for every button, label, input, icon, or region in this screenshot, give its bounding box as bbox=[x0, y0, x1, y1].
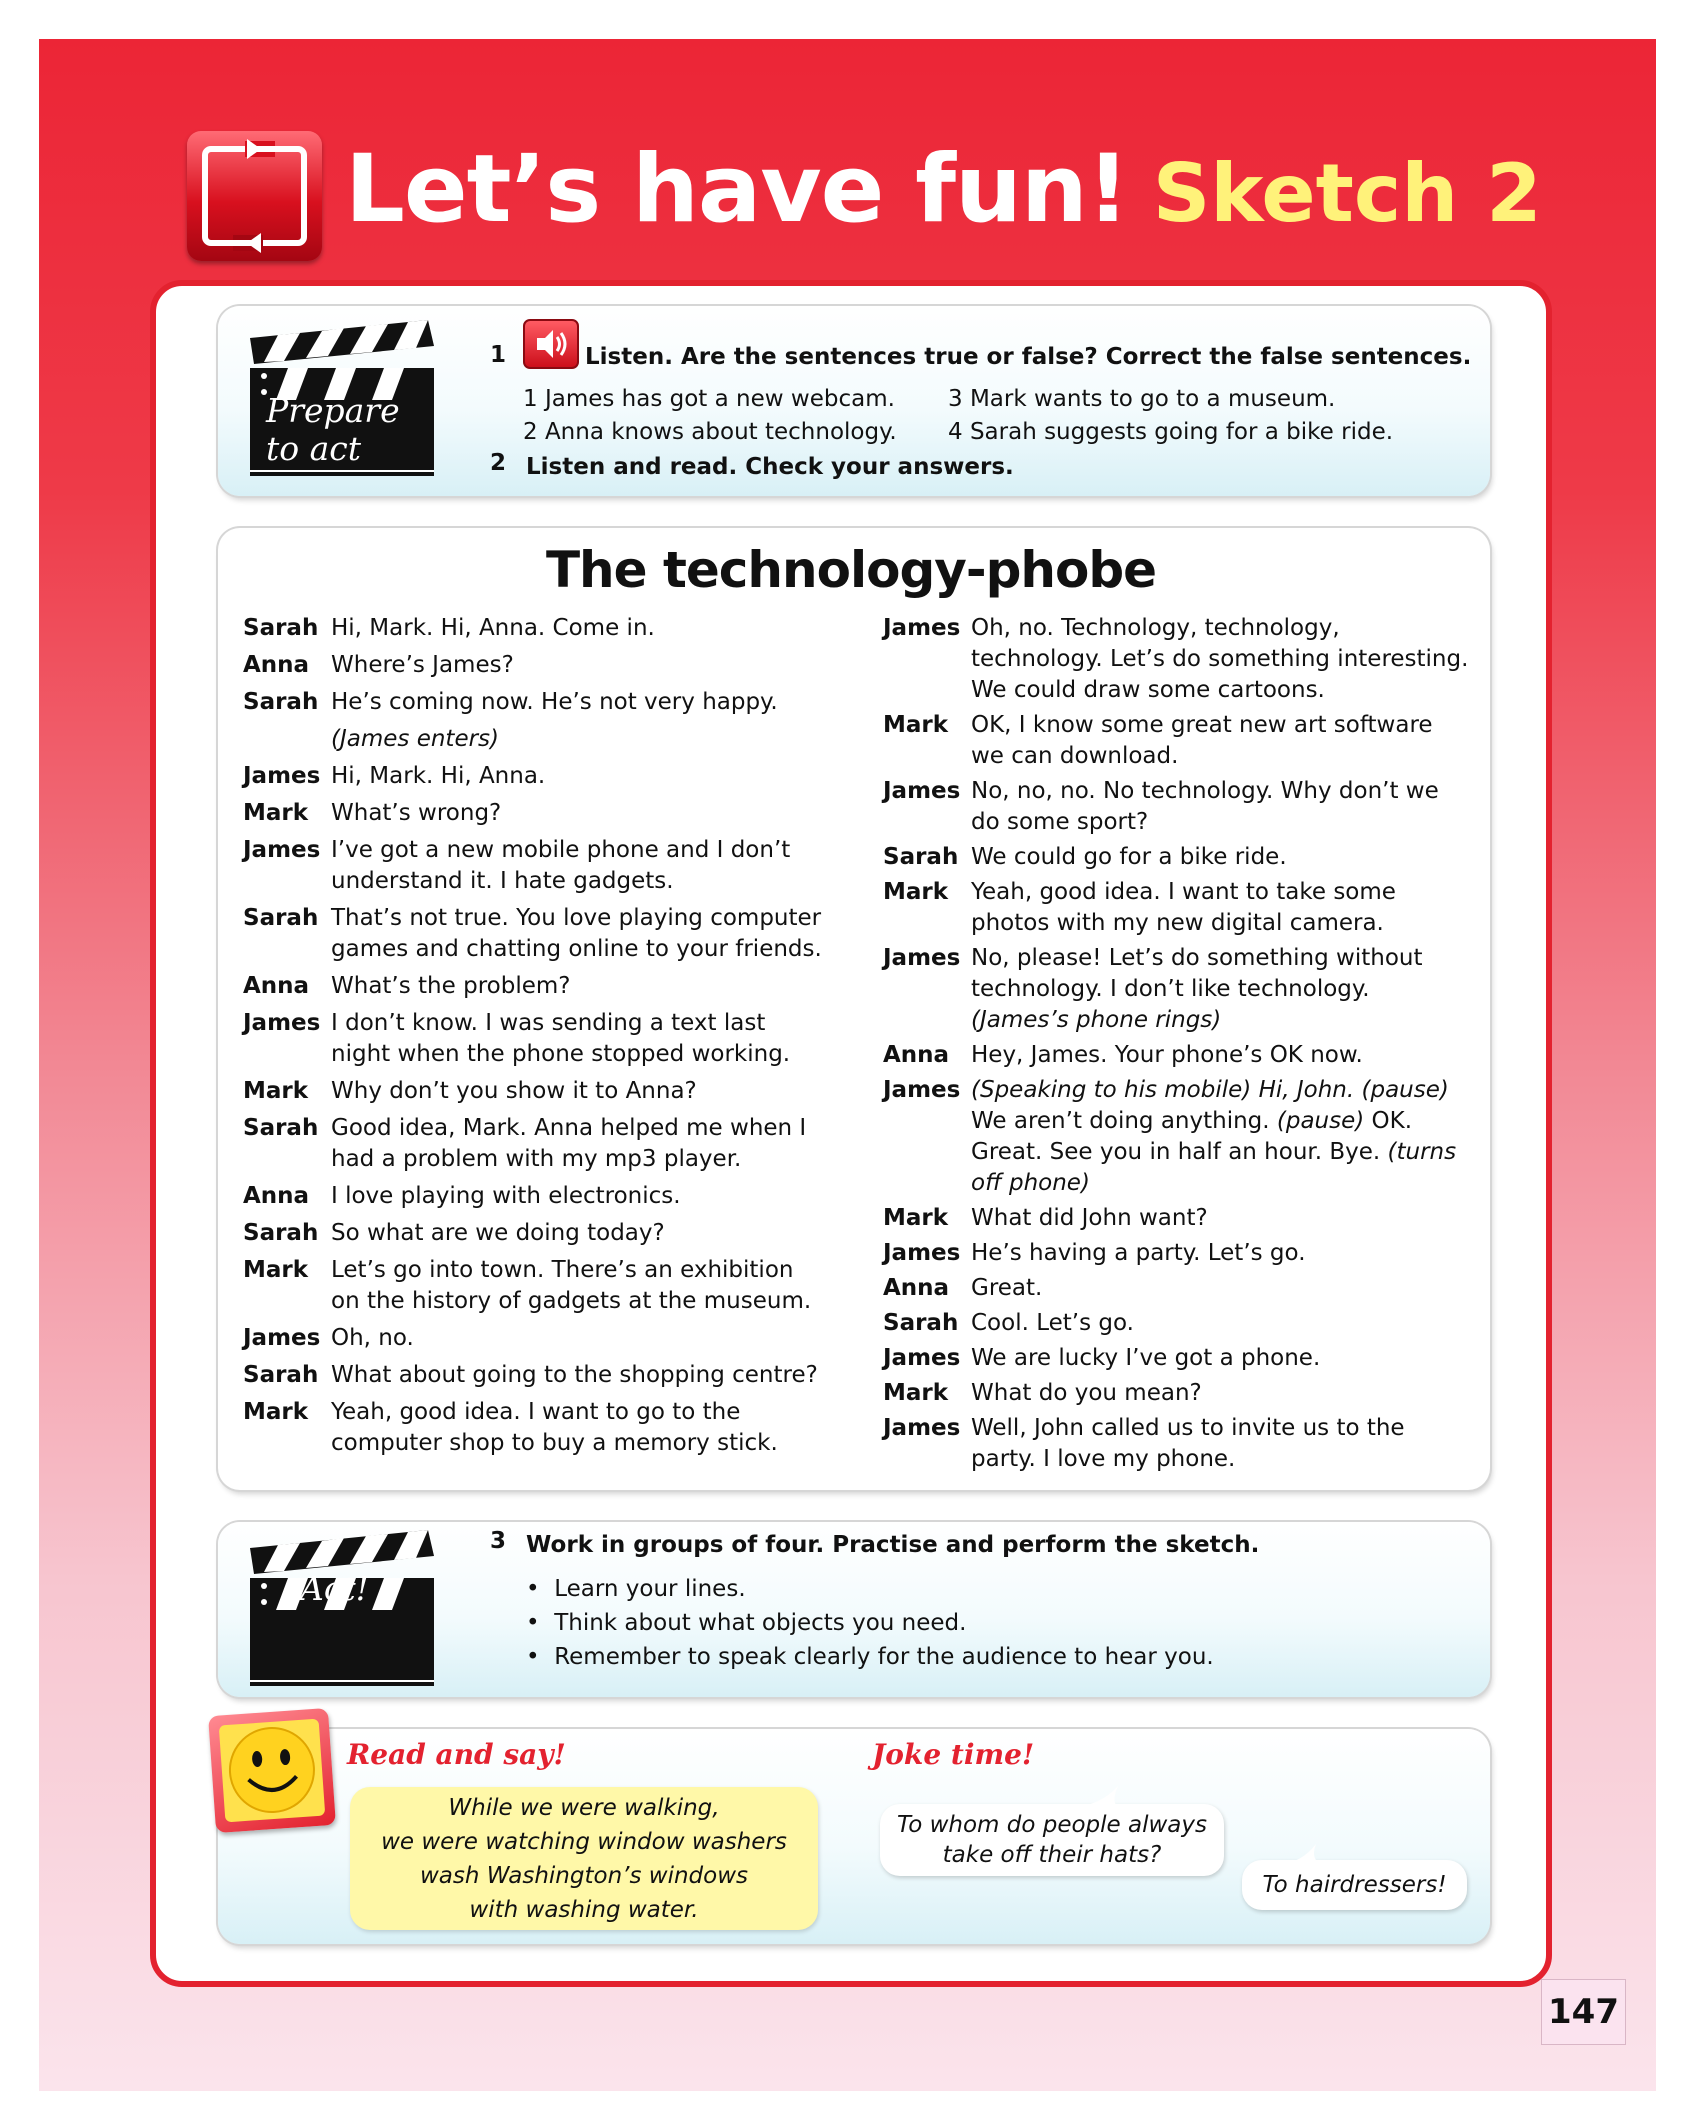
dialogue-text: (James’s phone rings) bbox=[971, 1007, 1222, 1033]
dialogue-text: Why don’t you show it to Anna? bbox=[331, 1078, 697, 1104]
speaker-name: James bbox=[243, 763, 321, 789]
speaker-name: Anna bbox=[243, 1183, 310, 1209]
clap-label-act: Act! bbox=[300, 1569, 369, 1608]
speaker-name: Mark bbox=[243, 1399, 309, 1425]
speaker-name: Sarah bbox=[883, 844, 959, 870]
bullet-3: • Remember to speak clearly for the audience to hear you. bbox=[526, 1644, 1214, 1670]
speaker-name: Mark bbox=[243, 800, 309, 826]
dialogue-text: (Speaking to his mobile) Hi, John. (pause) bbox=[971, 1077, 1449, 1103]
dialogue-text: He’s having a party. Let’s go. bbox=[971, 1240, 1306, 1266]
speaker-name: James bbox=[243, 1325, 321, 1351]
play-title: The technology-phobe bbox=[545, 541, 1157, 599]
speaker-name: Mark bbox=[243, 1078, 309, 1104]
speaker-name: Mark bbox=[883, 879, 949, 905]
speaker-name: Mark bbox=[883, 1380, 949, 1406]
bullet-1: • Learn your lines. bbox=[526, 1576, 746, 1602]
dialogue-text: technology. Let’s do something interesting. bbox=[971, 646, 1469, 672]
dialogue-text: do some sport? bbox=[971, 809, 1149, 835]
dialogue-text: Cool. Let’s go. bbox=[971, 1310, 1134, 1336]
speaker-name: James bbox=[883, 778, 961, 804]
clapperboard-icon bbox=[248, 1526, 438, 1686]
dialogue-text: I love playing with electronics. bbox=[331, 1183, 681, 1209]
dialogue-text: technology. I don’t like technology. bbox=[971, 976, 1370, 1002]
bullet-1-text: Learn your lines. bbox=[554, 1576, 746, 1602]
dialogue-text: had a problem with my mp3 player. bbox=[331, 1146, 742, 1172]
dialogue-text: photos with my new digital camera. bbox=[971, 910, 1384, 936]
dialogue-text: (James enters) bbox=[331, 726, 500, 752]
smiley-icon bbox=[208, 1708, 336, 1833]
clap-label-prepare bbox=[266, 392, 400, 468]
clapperboard-icon bbox=[248, 316, 438, 476]
joke-question-bubble bbox=[880, 1804, 1224, 1876]
dialogue-text: No, please! Let’s do something without bbox=[971, 945, 1423, 971]
dialogue-text: Yeah, good idea. I want to take some bbox=[971, 879, 1396, 905]
dialogue-text: I don’t know. I was sending a text last bbox=[331, 1010, 766, 1036]
speaker-name: James bbox=[883, 1345, 961, 1371]
statement-4: 4 Sarah suggests going for a bike ride. bbox=[948, 419, 1394, 445]
dialogue-text: we can download. bbox=[971, 743, 1179, 769]
title-sub: Sketch 2 bbox=[1152, 147, 1542, 240]
dialogue-text: What do you mean? bbox=[971, 1380, 1202, 1406]
exercise-3-instruction: Work in groups of four. Practise and perform the sketch. bbox=[526, 1532, 1260, 1558]
speaker-name: Anna bbox=[243, 973, 310, 999]
bullet-2-text: Think about what objects you need. bbox=[554, 1610, 967, 1636]
statement-3: 3 Mark wants to go to a museum. bbox=[948, 386, 1336, 412]
dialogue-text: So what are we doing today? bbox=[331, 1220, 665, 1246]
joke-time-heading: Joke time! bbox=[872, 1738, 1035, 1771]
dialogue-text: What did John want? bbox=[971, 1205, 1208, 1231]
speaker-name: Sarah bbox=[243, 689, 319, 715]
dialogue-text: OK, I know some great new art software bbox=[971, 712, 1433, 738]
exercise-1-number: 1 bbox=[490, 342, 507, 368]
speaker-name: Anna bbox=[883, 1275, 950, 1301]
exercise-2-number: 2 bbox=[490, 450, 507, 476]
prepare-panel bbox=[218, 306, 1490, 496]
dialogue-text: Great. See you in half an hour. Bye. (turns bbox=[971, 1139, 1457, 1165]
dialogue-text: Hey, James. Your phone’s OK now. bbox=[971, 1042, 1363, 1068]
dialogue-text: off phone) bbox=[971, 1170, 1090, 1196]
speaker-name: James bbox=[883, 1415, 961, 1441]
joke-answer-bubble bbox=[1242, 1860, 1467, 1910]
dialogue-text: Great. bbox=[971, 1275, 1043, 1301]
dialogue-text: Oh, no. Technology, technology, bbox=[971, 615, 1340, 641]
dialogue-text: What about going to the shopping centre? bbox=[331, 1362, 818, 1388]
speaker-icon[interactable] bbox=[523, 319, 579, 369]
dialogue-text: Yeah, good idea. I want to go to the bbox=[331, 1399, 741, 1425]
speaker-name: James bbox=[883, 615, 961, 641]
dialogue-text: Hi, Mark. Hi, Anna. Come in. bbox=[331, 615, 655, 641]
speaker-name: Sarah bbox=[243, 1115, 319, 1141]
speaker-name: James bbox=[243, 1010, 321, 1036]
tongue-twister-line-3: wash Washington’s windows bbox=[420, 1863, 748, 1889]
dialogue-text: That’s not true. You love playing computer bbox=[331, 905, 822, 931]
joke-answer-text: To hairdressers! bbox=[1262, 1872, 1447, 1898]
speaker-name: James bbox=[883, 1240, 961, 1266]
bullet-3-text: Remember to speak clearly for the audience to hear you. bbox=[554, 1644, 1214, 1670]
dialogue-text: understand it. I hate gadgets. bbox=[331, 868, 674, 894]
speaker-name: Anna bbox=[883, 1042, 950, 1068]
dialogue-text: Hi, Mark. Hi, Anna. bbox=[331, 763, 546, 789]
joke-question-line-1: To whom do people always bbox=[896, 1812, 1207, 1838]
act-panel bbox=[218, 1522, 1490, 1697]
dialogue-text: on the history of gadgets at the museum. bbox=[331, 1288, 812, 1314]
tongue-twister-line-4: with washing water. bbox=[469, 1897, 699, 1923]
dialogue-text: computer shop to buy a memory stick. bbox=[331, 1430, 778, 1456]
statement-2: 2 Anna knows about technology. bbox=[523, 419, 897, 445]
dialogue-text: Oh, no. bbox=[331, 1325, 414, 1351]
speaker-name: Sarah bbox=[883, 1310, 959, 1336]
speaker-name: James bbox=[883, 945, 961, 971]
speaker-name: Mark bbox=[883, 1205, 949, 1231]
dialogue-text: games and chatting online to your friends. bbox=[331, 936, 822, 962]
speaker-name: Mark bbox=[883, 712, 949, 738]
dialogue-text: I’ve got a new mobile phone and I don’t bbox=[331, 837, 791, 863]
dialogue-text: night when the phone stopped working. bbox=[331, 1041, 791, 1067]
clap-label-line2: to act bbox=[266, 429, 362, 468]
speaker-name: James bbox=[243, 837, 321, 863]
read-and-say-heading: Read and say! bbox=[347, 1738, 566, 1771]
content-frame bbox=[150, 280, 1552, 1987]
speaker-name: James bbox=[883, 1077, 961, 1103]
dialogue-text: Let’s go into town. There’s an exhibition bbox=[331, 1257, 794, 1283]
clap-label-line1: Prepare bbox=[266, 391, 400, 430]
speaker-name: Mark bbox=[243, 1257, 309, 1283]
tongue-twister-note bbox=[350, 1787, 818, 1930]
statement-1: 1 James has got a new webcam. bbox=[523, 386, 895, 412]
exercise-3-number: 3 bbox=[490, 1528, 507, 1554]
dialogue-text: He’s coming now. He’s not very happy. bbox=[331, 689, 778, 715]
sketch-icon bbox=[187, 131, 322, 261]
joke-question-line-2: take off their hats? bbox=[942, 1842, 1162, 1868]
speaker-name: Sarah bbox=[243, 1362, 319, 1388]
dialogue-text: Well, John called us to invite us to the bbox=[971, 1415, 1405, 1441]
dialogue-text: We are lucky I’ve got a phone. bbox=[971, 1345, 1321, 1371]
speaker-name: Sarah bbox=[243, 1220, 319, 1246]
tongue-twister-line-1: While we were walking, bbox=[448, 1795, 720, 1821]
dialogue-text: No, no, no. No technology. Why don’t we bbox=[971, 778, 1439, 804]
dialogue-text: Good idea, Mark. Anna helped me when I bbox=[331, 1115, 807, 1141]
speaker-name: Anna bbox=[243, 652, 310, 678]
speaker-name: Sarah bbox=[243, 905, 319, 931]
dialogue-text: We could draw some cartoons. bbox=[971, 677, 1325, 703]
exercise-2-instruction: Listen and read. Check your answers. bbox=[526, 454, 1014, 480]
tongue-twister-line-2: we were watching window washers bbox=[381, 1829, 787, 1855]
dialogue-text: What’s the problem? bbox=[331, 973, 571, 999]
dialogue-text: We could go for a bike ride. bbox=[971, 844, 1287, 870]
speaker-name: Sarah bbox=[243, 615, 319, 641]
dialogue-text: We aren’t doing anything. (pause) OK. bbox=[971, 1108, 1413, 1134]
page-title bbox=[345, 135, 1542, 244]
page-number: 147 bbox=[1541, 1979, 1626, 2045]
dialogue-text: What’s wrong? bbox=[331, 800, 502, 826]
dialogue-text: party. I love my phone. bbox=[971, 1446, 1236, 1472]
title-main: Let’s have fun! bbox=[345, 135, 1129, 244]
exercise-1-instruction: Listen. Are the sentences true or false? Correct the false sentences. bbox=[585, 344, 1472, 370]
dialogue-text: Where’s James? bbox=[331, 652, 514, 678]
bullet-2: • Think about what objects you need. bbox=[526, 1610, 967, 1636]
